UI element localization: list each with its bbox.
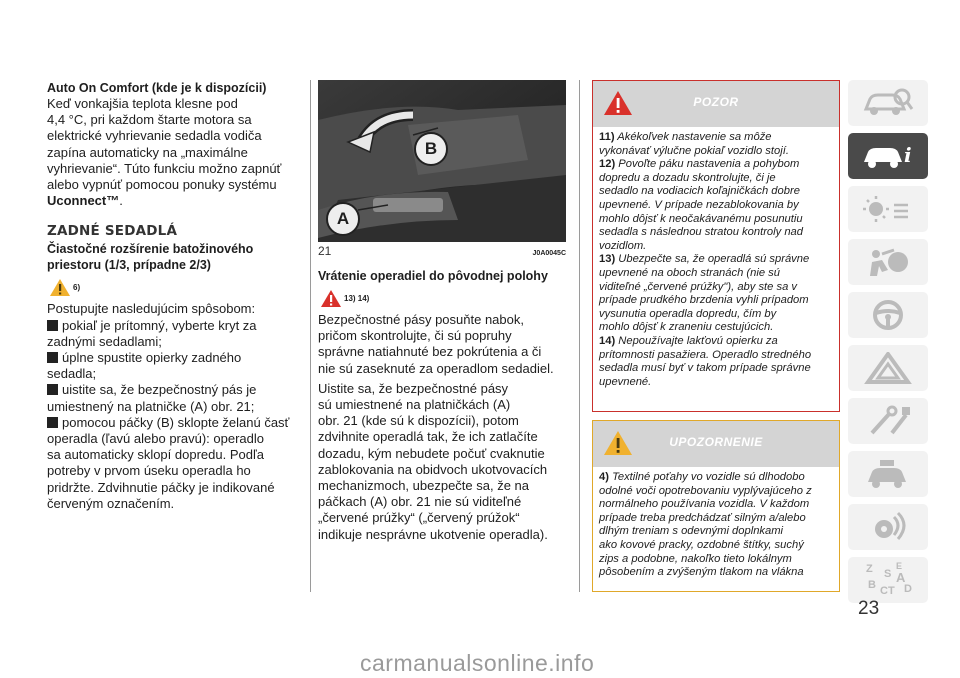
index-letter: S — [884, 568, 892, 580]
paragraph-line: alebo vypnúť pomocou ponuky systému — [47, 177, 277, 193]
note-text: Textilné poťahy vo vozidle sú dlhodobo — [612, 471, 805, 483]
note-line: vozidlom. — [599, 239, 647, 252]
heading-return-backrests: Vrátenie operadiel do pôvodnej polohy — [318, 269, 548, 283]
note-number: 14) — [599, 334, 616, 347]
note-text: Nepoužívajte lakťovú opierku za — [618, 334, 778, 347]
warning-triangle-icon — [862, 352, 914, 384]
bullet-continuation: operadla (ľavú alebo pravú): operadlo — [47, 431, 264, 447]
car-service-icon — [862, 458, 914, 490]
page-number: 23 — [858, 598, 880, 619]
warning-lights-icon — [862, 193, 914, 225]
bullet-text: pomocou páčky (B) sklopte želanú časť — [62, 414, 290, 430]
note-line: sedadla s následnou stratou kontroly nad — [599, 226, 803, 239]
paragraph-line: vyhrievanie“. Túto funkciu možno zapnúť — [47, 160, 282, 176]
paragraph-line — [47, 193, 305, 209]
section-title-rear-seats: ZADNÉ SEDADLÁ — [47, 223, 178, 240]
caution-box-title: UPOZORNENIE — [669, 435, 763, 449]
note-line: vykonávať výlučne pokiaľ vozidlo stojí. — [599, 144, 789, 157]
warning-box-pozor — [592, 80, 840, 412]
figure-21-seat-photo — [318, 80, 566, 242]
paragraph-end: . — [119, 193, 123, 209]
note-line: dopredu a dozadu skontrolujte, či je — [599, 171, 776, 184]
warning-box-title: POZOR — [693, 95, 739, 109]
index-letter: C — [880, 585, 888, 597]
note-line: prítomnosti pasažiera. Operadlo stredného — [599, 348, 812, 361]
paragraph-line: mechanizmoch, ubezpečte sa, že na — [318, 478, 530, 494]
bullet-continuation: umiestnený na platničke (A) obr. 21; — [47, 398, 255, 414]
bullet-item — [47, 415, 305, 431]
paragraph-line: zapína automaticky na „maximálne — [47, 144, 248, 160]
paragraph-line: elektrické vyhrievanie sedadla vodiča — [47, 128, 262, 144]
tab-servicing[interactable] — [848, 398, 928, 444]
bullet-text: úplne spustite opierky zadného — [62, 350, 242, 366]
note-text: Akékoľvek nastavenie sa môže — [617, 131, 772, 143]
tab-technical-data[interactable] — [848, 451, 928, 497]
paragraph-line: nie sú zaseknuté za operadlom sedadiel. — [318, 360, 554, 376]
callout-a: A — [326, 202, 360, 236]
note-line — [599, 131, 833, 145]
index-letter: A — [896, 570, 906, 585]
warning-box-header — [593, 81, 839, 127]
bullet-square-icon — [47, 352, 58, 363]
paragraph-line: indikuje nesprávne ukotvenie operadla). — [318, 526, 548, 542]
caution-box-body — [593, 467, 839, 586]
tab-getting-to-know-car[interactable] — [848, 80, 928, 126]
note-line: sedadlo na vodiacich koľajničkách dobre — [599, 185, 800, 198]
note-line: dlhým treniam s odevnými doplnkami — [599, 525, 784, 538]
warning-triangle-icon — [320, 288, 342, 308]
paragraph-line: 4,4 °C, pri každom štarte motora sa — [47, 112, 252, 128]
paragraph-line: sú umiestnené na platničkách (A) — [318, 397, 511, 413]
note-number: 13) — [599, 253, 616, 266]
tab-dashboard-lights[interactable] — [848, 186, 928, 232]
warning-ref-number: 6) — [73, 283, 81, 293]
note-line: sedadla musí byť v takom prípade správne — [599, 362, 811, 375]
paragraph-line: pričom skontrolujte, či sú popruhy — [318, 328, 512, 344]
column-divider-right — [579, 80, 580, 592]
figure-caption — [318, 244, 566, 258]
tools-icon — [862, 405, 914, 437]
note-line: odolné voči opotrebovaniu vyplývajúceho z — [599, 484, 812, 497]
figure-number: 21 — [318, 244, 332, 258]
note-text: Ubezpečte sa, že operadlá sú správne — [618, 253, 810, 266]
paragraph-line: Uistite sa, že bezpečnostné pásy — [318, 380, 509, 396]
note-line: upevnené. — [599, 375, 652, 388]
callout-b: B — [414, 132, 448, 166]
uconnect-brand: Uconnect™ — [47, 193, 120, 209]
warning-reference — [320, 288, 566, 308]
bullet-continuation: červeným označením. — [47, 495, 175, 511]
note-line: viditeľné „červené prúžky"), aby ste sa v — [599, 280, 798, 293]
index-letter: E — [896, 561, 903, 571]
watermark-text: carmanualsonline.info — [360, 650, 595, 676]
bullet-item — [47, 318, 305, 334]
column-middle — [318, 80, 566, 543]
bullet-continuation: pridržte. Zdvihnutie páčky je indikované — [47, 479, 275, 495]
paragraph-line: „červené prúžky“ („červený prúžok“ — [318, 510, 520, 526]
bullet-text: uistite sa, že bezpečnostný pás je — [62, 382, 257, 398]
paragraph-line: zdvihnite operadlá tak, že ich zatlačíte — [318, 429, 538, 445]
chapter-sidebar — [848, 80, 928, 610]
tab-multimedia[interactable] — [848, 504, 928, 550]
bullet-square-icon — [47, 384, 58, 395]
bullet-continuation: zadnými sedadlami; — [47, 333, 162, 349]
tab-safety[interactable] — [848, 239, 928, 285]
caution-box-upozornenie — [592, 420, 840, 592]
paragraph-line: Bezpečnostné pásy posuňte nabok, — [318, 312, 524, 327]
note-line: normálneho používania vozidla. V každom — [599, 498, 810, 511]
heading-auto-on-comfort: Auto On Comfort (kde je k dispozícii) — [47, 81, 267, 95]
index-letter: Z — [866, 563, 873, 575]
bullet-continuation: potreby v prvom úseku operadla ho — [47, 463, 251, 479]
figure-code: J0A0045C — [532, 250, 566, 257]
tab-know-your-vehicle[interactable] — [848, 133, 928, 179]
note-line — [599, 158, 833, 172]
car-info-icon — [862, 140, 914, 172]
note-line: mohlo dôjsť k zraneniu cestujúcich. — [599, 321, 774, 334]
subheading-line: priestoru (1/3, prípadne 2/3) — [47, 258, 211, 273]
note-text: Povoľte páku nastavenia a pohybom — [618, 158, 800, 171]
paragraph-line: zablokovania na obidvoch ukotvovacích — [318, 461, 548, 477]
index-letter: B — [868, 579, 876, 591]
warning-ref-number: 13) 14) — [344, 294, 370, 303]
paragraph-line: obr. 21 (kde sú k dispozícii), potom — [318, 413, 519, 429]
note-line: vysunutia operadla dopredu, čím by — [599, 307, 777, 320]
note-line — [599, 335, 833, 349]
note-number: 11) — [599, 131, 615, 143]
note-line: zips a podobne, nakoľko tieto lokálnym — [599, 552, 792, 565]
note-number: 12) — [599, 158, 616, 171]
bullet-item — [47, 350, 305, 366]
warning-box-body — [593, 127, 839, 395]
airbag-icon — [862, 246, 914, 278]
bullet-continuation: sedadla; — [47, 366, 97, 382]
note-line — [599, 253, 833, 267]
subheading-line: Čiastočné rozšírenie batožinového — [47, 242, 254, 257]
svg-text:i: i — [904, 143, 912, 167]
note-line: mohlo dôjsť k neočakávanému posunutiu — [599, 212, 803, 225]
tab-index[interactable] — [848, 557, 928, 603]
bullet-continuation: sa automaticky sklopí dopredu. Podľa — [47, 447, 264, 463]
tab-emergency[interactable] — [848, 345, 928, 391]
index-letter: D — [904, 583, 912, 595]
column-divider-left — [310, 80, 311, 592]
note-line — [599, 471, 833, 485]
paragraph-line: Keď vonkajšia teplota klesne pod — [47, 96, 238, 111]
bullet-item — [47, 382, 305, 398]
paragraph-line: páčkach (A) obr. 21 nie sú viditeľné — [318, 494, 522, 510]
bullet-square-icon — [47, 417, 58, 428]
note-line: pôsobením a zvýšeným tlakom na vlákna — [599, 566, 804, 579]
note-number: 4) — [599, 471, 609, 483]
multimedia-icon — [862, 511, 914, 543]
tab-starting-driving[interactable] — [848, 292, 928, 338]
warning-reference — [49, 277, 305, 297]
column-left — [47, 80, 305, 512]
index-letters-icon — [862, 560, 914, 600]
caution-box-header — [593, 421, 839, 467]
note-line: prípade treba predchádzať silným a/alebo — [599, 511, 806, 524]
steering-wheel-icon — [862, 299, 914, 331]
note-line: upevnené. V prípade nezablokovania by — [599, 198, 799, 211]
bullet-text: pokiaľ je prítomný, vyberte kryt za — [62, 317, 257, 333]
bullet-square-icon — [47, 320, 58, 331]
paragraph-line: dozadu, kým nebudete počuť cvaknutie — [318, 445, 545, 461]
index-letter: T — [888, 585, 895, 597]
note-line: prípade prudkého brzdenia vyhli prípadom — [599, 294, 809, 307]
note-line: upevnené na oboch stranách (nie sú — [599, 266, 780, 279]
caution-triangle-icon — [49, 277, 71, 297]
note-line: ako kovové pracky, ozdobné štítky, suchý — [599, 538, 804, 551]
paragraph-line: správne natiahnuté bez pokrútenia a či — [318, 344, 542, 360]
car-search-icon — [862, 87, 914, 119]
instruction-intro: Postupujte nasledujúcim spôsobom: — [47, 301, 256, 317]
